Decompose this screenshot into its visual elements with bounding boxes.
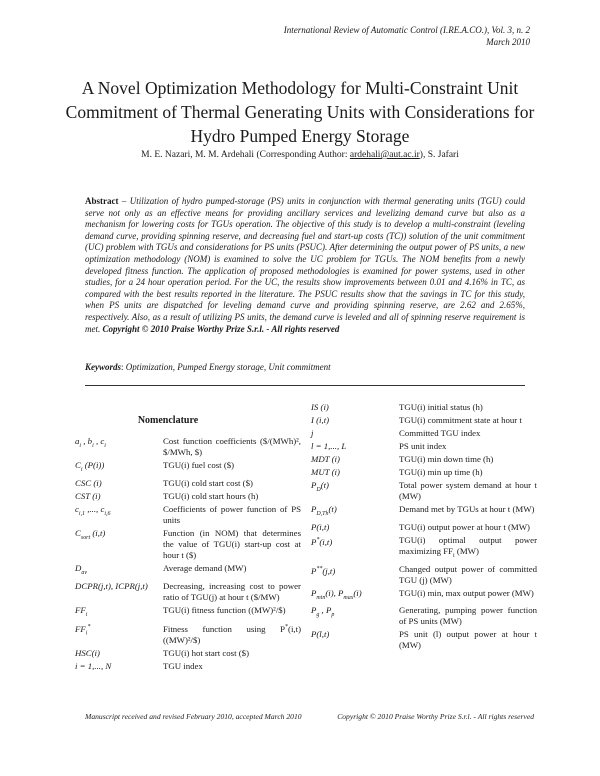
abstract-body: – Utilization of hydro pumped-storage (PS) units in conjunction with thermal generating units (TGU) could serve not only as an effective means for providing ancillary services and levelizing demand curve but also as a mechanism for lowering costs for TGUs operation. The objective of this study is to develop a multi-constraint (leveling demand curve, providing spinning reserve, and decreasing fuel and start-up costs (TC)) solution of the unit commitment (UC) problem with TGUs and considerations for PS units (PSUC). After determining the output power of PS units, a new optimization methodology (NOM) is examined to solve the UC problem for TGUs. The NOM benefits from a newly developed fitness function. The application of proposed methodologies is examined for power systems, used in other studies, for a 24 hour operation period. For the UC, the results show improvements between 0.01 and 4.16% in TC, as compared with the best results reported in the literature. The PSUC results show that the savings in TC for this study, when PS units are dispatched for leveling demand curve and providing spinning reserve, are 2.62 and 2.65%, respectively. Also, as a result of utilizing PS units, the demand curve is leveled and all of spinning reserve requirement is met. (85, 196, 525, 334)
nomenclature-row (311, 588, 537, 604)
nomenclature-symbol: $FF_i^*$ (75, 624, 91, 637)
nomenclature-symbol: CSC (i) (75, 477, 102, 488)
nomenclature-row (311, 629, 537, 651)
section-divider (85, 385, 525, 386)
nomenclature-definition: Fitness function using P*(i,t) ((MW)²/$) (163, 624, 301, 646)
nomenclature-symbol: $D_{av}$ (75, 562, 87, 576)
nomenclature-definition: TGU(i) hot start cost ($) (163, 648, 249, 659)
nomenclature-row (311, 535, 537, 562)
abstract-copyright: Copyright © 2010 Praise Worthy Prize S.r.l. - All rights reserved (102, 323, 340, 334)
author-email-link[interactable]: ardehali@aut.ac.ir (349, 150, 420, 160)
nomenclature-symbol: IS (i) (311, 402, 329, 412)
nomenclature-definition: TGU(i) cold start cost ($) (163, 477, 253, 488)
nomenclature-definition: Generating, pumping power function of PS units (MW) (399, 605, 537, 627)
abstract-section (85, 196, 525, 335)
nomenclature-row (311, 428, 537, 439)
nomenclature-row (75, 622, 301, 646)
nomenclature-section (75, 398, 537, 674)
authors-suffix: ), S. Jafari (419, 150, 459, 160)
nomenclature-row (311, 504, 537, 520)
nomenclature-definition: Demand met by TGUs at hour t (MW) (399, 504, 535, 514)
nomenclature-symbol: MDT (i) (311, 454, 340, 464)
nomenclature-definition: TGU index (163, 661, 203, 672)
nomenclature-symbol: $C_i$ (P(i)) (75, 460, 105, 473)
nomenclature-definition: Function (in NOM) that determines the value of TGU(i) start-up cost at hour t ($) (163, 527, 301, 560)
keywords-separator: : (121, 362, 126, 372)
nomenclature-definition: Average demand (MW) (163, 562, 247, 573)
nomenclature-symbol: CST (i) (75, 490, 101, 501)
nomenclature-definition: Coefficients of power function of PS units (163, 503, 301, 525)
nomenclature-row (75, 436, 301, 458)
nomenclature-symbol: i = 1,..., N (75, 661, 112, 672)
nomenclature-symbol: I (i,t) (311, 415, 330, 425)
nomenclature-symbol: $c_{i,1}$ ,..., $c_{i,6}$ (75, 503, 111, 517)
nomenclature-row (75, 478, 301, 489)
nomenclature-row (311, 454, 537, 465)
nomenclature-symbol: $P_{min}(i)$, $P_{max}(i)$ (311, 587, 362, 601)
nomenclature-right-list (311, 402, 537, 651)
nomenclature-row (75, 563, 301, 579)
nomenclature-row (311, 564, 537, 586)
nomenclature-row (311, 441, 537, 452)
nomenclature-row (75, 661, 301, 672)
nomenclature-definition: Total power system demand at hour t (MW) (399, 480, 537, 501)
nomenclature-row (75, 581, 301, 603)
nomenclature-definition: TGU(i) fuel cost ($) (163, 460, 235, 470)
nomenclature-symbol: P(l,t) (311, 629, 330, 640)
abstract-label: Abstract (85, 196, 119, 206)
nomenclature-definition: TGU(i) cold start hours (h) (163, 490, 259, 501)
nomenclature-definition: TGU(i) min up time (h) (399, 467, 483, 477)
nomenclature-row (311, 480, 537, 502)
nomenclature-definition: TGU(i) optimal output power maximizing $FF_i$ (MW) (399, 534, 537, 559)
nomenclature-symbol: l = 1,..., L (311, 441, 347, 451)
nomenclature-row (311, 605, 537, 627)
nomenclature-symbol: $P_{D,Th}(t)$ (311, 504, 337, 517)
nomenclature-symbol: j (311, 428, 314, 438)
nomenclature-right-column (311, 398, 537, 674)
footer-manuscript-note: Manuscript received and revised February 2010, accepted March 2010 (85, 712, 302, 721)
authors-prefix: M. E. Nazari, M. M. Ardehali (Corresponding Author: (141, 150, 350, 160)
nomenclature-definition: Committed TGU index (399, 428, 481, 438)
journal-line2: March 2010 (486, 37, 530, 47)
nomenclature-row (75, 491, 301, 502)
nomenclature-symbol: P*(i,t) (311, 536, 333, 547)
keywords-label: Keywords (85, 362, 121, 372)
nomenclature-row (75, 504, 301, 526)
keywords-text: Optimization, Pumped Energy storage, Unit commitment (125, 362, 331, 372)
nomenclature-row (75, 528, 301, 561)
keywords-line (85, 362, 525, 372)
nomenclature-row (75, 648, 301, 659)
nomenclature-definition: Changed output power of committed TGU (j) (MW) (399, 563, 537, 585)
nomenclature-row (311, 467, 537, 478)
nomenclature-row (75, 460, 301, 476)
nomenclature-symbol: MUT (i) (311, 467, 340, 477)
nomenclature-definition: TGU(i) output power at hour t (MW) (399, 521, 530, 532)
nomenclature-heading: Nomenclature (137, 415, 199, 426)
nomenclature-definition: TGU(i) min, max output power (MW) (399, 587, 534, 598)
nomenclature-definition: TGU(i) fitness function ((MW)²/$) (163, 604, 286, 615)
footer-copyright: Copyright © 2010 Praise Worthy Prize S.r.l. - All rights reserved (337, 712, 534, 721)
nomenclature-left-list (75, 436, 301, 672)
nomenclature-definition: PS unit (l) output power at hour t (MW) (399, 629, 537, 651)
nomenclature-definition: Decreasing, increasing cost to power ratio of TGU(j) at hour t ($/MW) (163, 580, 301, 602)
nomenclature-left-column (75, 398, 301, 674)
journal-header (80, 24, 530, 48)
journal-line1: International Review of Automatic Control (I.RE.A.CO.), Vol. 3, n. 2 (283, 25, 530, 35)
nomenclature-symbol: $P_g$ , $P_p$ (311, 605, 335, 618)
nomenclature-symbol: $a_i$ , $b_i$ , $c_i$ (75, 436, 106, 449)
nomenclature-row (311, 415, 537, 426)
nomenclature-symbol: $P_D(t)$ (311, 480, 329, 493)
nomenclature-symbol: $C_{sort}$ (i,t) (75, 527, 106, 541)
nomenclature-symbol: P**(j,t) (311, 565, 336, 576)
nomenclature-symbol: DCPR(j,t), ICPR(j,t) (75, 580, 148, 591)
authors-line (0, 150, 600, 160)
nomenclature-definition: TGU(i) initial status (h) (399, 402, 483, 412)
nomenclature-symbol: HSC(i) (75, 648, 100, 659)
nomenclature-definition: PS unit index (399, 441, 447, 451)
nomenclature-row (75, 605, 301, 621)
nomenclature-symbol: $FF_i$ (75, 604, 88, 618)
nomenclature-definition: Cost function coefficients ($/(MWh)², $/MWh, $) (163, 436, 301, 457)
nomenclature-row (311, 522, 537, 533)
page-footer (85, 712, 534, 721)
nomenclature-definition: TGU(i) min down time (h) (399, 454, 494, 464)
nomenclature-row (311, 402, 537, 413)
paper-title: A Novel Optimization Methodology for Multi-Constraint Unit Commitment of Thermal Generating Units with Considerations for Hydro Pumped Energy Storage (65, 77, 535, 146)
nomenclature-symbol: P(i,t) (311, 521, 330, 532)
nomenclature-definition: TGU(i) commitment state at hour t (399, 415, 522, 425)
